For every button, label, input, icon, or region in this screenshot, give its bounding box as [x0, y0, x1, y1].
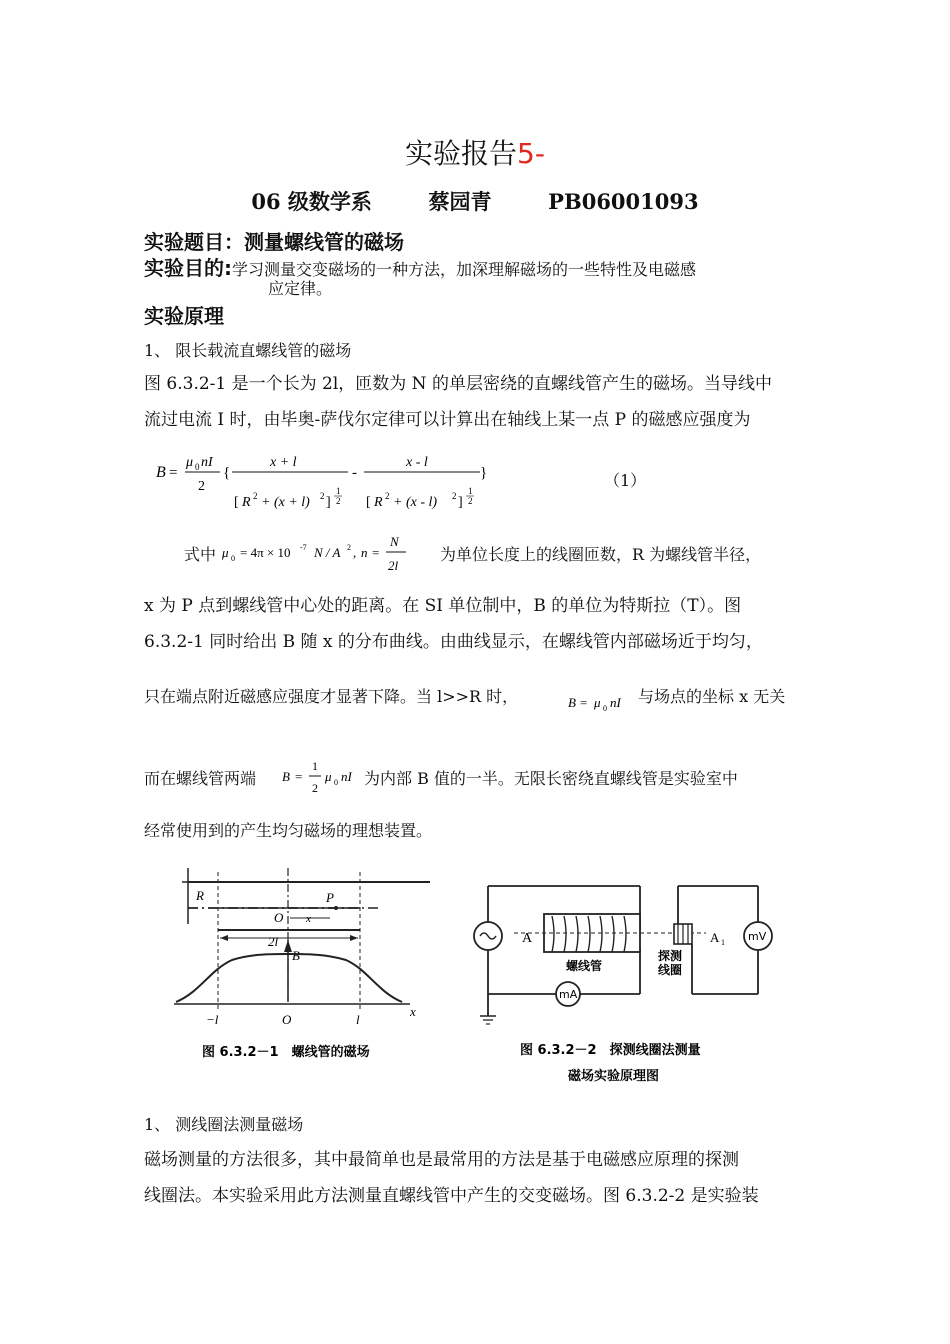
equation-number: （1） [604, 471, 647, 490]
svg-text:=: = [580, 695, 588, 710]
section2-line1: 磁场测量的方法很多，其中最简单也是最常用的方法是基于电磁感应原理的探测 [144, 1150, 739, 1170]
author-id: PB06001093 [548, 189, 699, 214]
equation-1 [150, 446, 500, 518]
para1-line1: 图 6.3.2-1 是一个长为 2l，匝数为 N 的单层密绕的直螺线管产生的磁场。当导线中 [144, 374, 772, 394]
svg-text:R: R [196, 888, 204, 903]
svg-text:1: 1 [336, 486, 341, 496]
title-main: 实验报告 [405, 137, 518, 170]
sub-heading-2: 1、 测线圈法测量磁场 [144, 1115, 304, 1134]
svg-text:R: R [242, 495, 251, 510]
svg-text:+ (x - l): + (x - l) [393, 495, 438, 510]
svg-text:x + l: x + l [270, 455, 297, 470]
para2-suffix: 为单位长度上的线圈匝数，R 为螺线管半径， [440, 545, 762, 564]
fig2-solenoid-label: 螺线管 [566, 959, 603, 973]
para3-prefix: 而在螺线管两端 [144, 769, 257, 788]
svg-text:nI: nI [610, 695, 621, 710]
svg-text:μ: μ [186, 455, 194, 470]
svg-text:A: A [522, 931, 533, 946]
svg-text:-: - [352, 465, 357, 481]
mu0-n-formula [220, 530, 442, 578]
svg-text:= 4π × 10: = 4π × 10 [240, 545, 291, 560]
svg-text:N: N [390, 534, 399, 549]
svg-text:μ: μ [325, 769, 332, 784]
svg-text:2: 2 [312, 781, 318, 795]
svg-text:nI: nI [341, 769, 352, 784]
svg-text:1: 1 [721, 938, 725, 947]
topic-value: 测量螺线管的磁场 [244, 230, 404, 254]
author-name: 蔡园青 [428, 189, 492, 214]
sub-heading-1: 1、 限长载流直螺线管的磁场 [144, 341, 352, 360]
svg-text:=: = [295, 769, 303, 784]
para2-line4-suffix: 与场点的坐标 x 无关 [638, 687, 786, 706]
purpose-line2: 应定律。 [268, 279, 333, 298]
svg-text:0: 0 [195, 462, 200, 472]
svg-text:O: O [274, 910, 284, 925]
svg-text:=: = [372, 545, 380, 560]
svg-text:2: 2 [336, 496, 341, 506]
fig2-caption-2: 磁场实验原理图 [568, 1069, 660, 1084]
svg-text:2: 2 [468, 496, 473, 506]
fig2-probe-label-2: 线圈 [658, 963, 683, 977]
svg-text:−l: −l [206, 1012, 219, 1027]
svg-text:B: B [568, 695, 576, 710]
purpose-label: 实验目的: [144, 256, 232, 280]
svg-text:2: 2 [347, 543, 351, 552]
svg-text:1: 1 [312, 759, 318, 773]
author-line [0, 186, 950, 216]
para1-line2: 流过电流 I 时，由毕奥-萨伐尔定律可以计算出在轴线上某一点 P 的磁感应强度为 [144, 410, 751, 430]
svg-text:}: } [480, 465, 488, 481]
purpose-line1: 学习测量交变磁场的一种方法，加深理解磁场的一些特性及电磁感 [232, 260, 697, 279]
svg-text:2l: 2l [388, 558, 399, 573]
svg-text:]: ] [326, 495, 331, 510]
svg-text:=: = [169, 465, 178, 481]
svg-text:[: [ [366, 495, 371, 510]
svg-text:n: n [361, 545, 368, 560]
para2-line3: 6.3.2-1 同时给出 B 随 x 的分布曲线。由曲线显示，在螺线管内部磁场近于均匀， [144, 632, 763, 652]
svg-text:2: 2 [320, 491, 325, 501]
svg-text:x: x [410, 1004, 416, 1019]
svg-text:A: A [710, 930, 720, 945]
para2-line4: 只在端点附近磁感应强度才显著下降。当 l>>R 时， [144, 687, 519, 706]
svg-text:0: 0 [231, 554, 235, 563]
principle-heading: 实验原理 [144, 304, 224, 328]
fig1-caption: 图 6.3.2－1 螺线管的磁场 [202, 1045, 370, 1060]
svg-text:2: 2 [385, 491, 390, 501]
svg-text:P: P [326, 890, 334, 905]
svg-text:N / A: N / A [314, 545, 341, 560]
svg-text:B: B [282, 769, 290, 784]
para3-line2: 经常使用到的产生均匀磁场的理想装置。 [144, 821, 433, 840]
svg-text:,: , [353, 545, 357, 560]
topic-label: 实验题目： [144, 230, 244, 254]
svg-text:2: 2 [452, 491, 457, 501]
figure-probe-circuit [470, 870, 790, 1090]
svg-text:μ: μ [594, 695, 601, 710]
report-title [0, 132, 950, 172]
para2-prefix: 式中 [184, 545, 217, 564]
svg-text:0: 0 [603, 704, 607, 713]
fig2-probe-label-1: 探测 [658, 949, 683, 963]
title-suffix: 5- [517, 137, 545, 170]
para3-suffix: 为内部 B 值的一半。无限长密绕直螺线管是实验室中 [364, 769, 738, 788]
svg-text:2l: 2l [268, 934, 279, 949]
svg-text:]: ] [458, 495, 463, 510]
svg-text:1: 1 [468, 486, 473, 496]
svg-text:B: B [156, 464, 166, 481]
svg-text:x - l: x - l [406, 455, 428, 470]
svg-text:mA: mA [559, 988, 578, 1001]
section2-line2: 线圈法。本实验采用此方法测量直螺线管中产生的交变磁场。图 6.3.2-2 是实验装 [144, 1186, 759, 1206]
purpose-block [144, 252, 696, 281]
author-dept: 06 级数学系 [251, 189, 372, 214]
fig2-caption-1: 图 6.3.2－2 探测线圈法测量 [520, 1043, 701, 1058]
svg-text:R: R [374, 495, 383, 510]
b-half-formula [280, 752, 364, 800]
figure-solenoid-field [170, 860, 430, 1064]
svg-text:x: x [306, 913, 311, 925]
svg-text:B: B [292, 948, 300, 963]
svg-text:2: 2 [198, 479, 205, 494]
svg-text:μ: μ [222, 545, 229, 560]
svg-text:-7: -7 [300, 543, 307, 552]
svg-text:nI: nI [201, 455, 213, 470]
svg-text:+ (x + l): + (x + l) [261, 495, 310, 510]
svg-text:[: [ [234, 495, 239, 510]
para2-line2: x 为 P 点到螺线管中心处的距离。在 SI 单位制中，B 的单位为特斯拉（T）。图 [144, 596, 742, 616]
topic-line [144, 226, 404, 255]
b-equals-mu0-ni [566, 688, 638, 716]
svg-text:l: l [356, 1012, 360, 1027]
svg-text:mV: mV [748, 930, 767, 943]
svg-text:0: 0 [334, 778, 338, 787]
svg-text:O: O [282, 1012, 292, 1027]
svg-text:{: { [223, 465, 231, 481]
svg-text:2: 2 [253, 491, 258, 501]
